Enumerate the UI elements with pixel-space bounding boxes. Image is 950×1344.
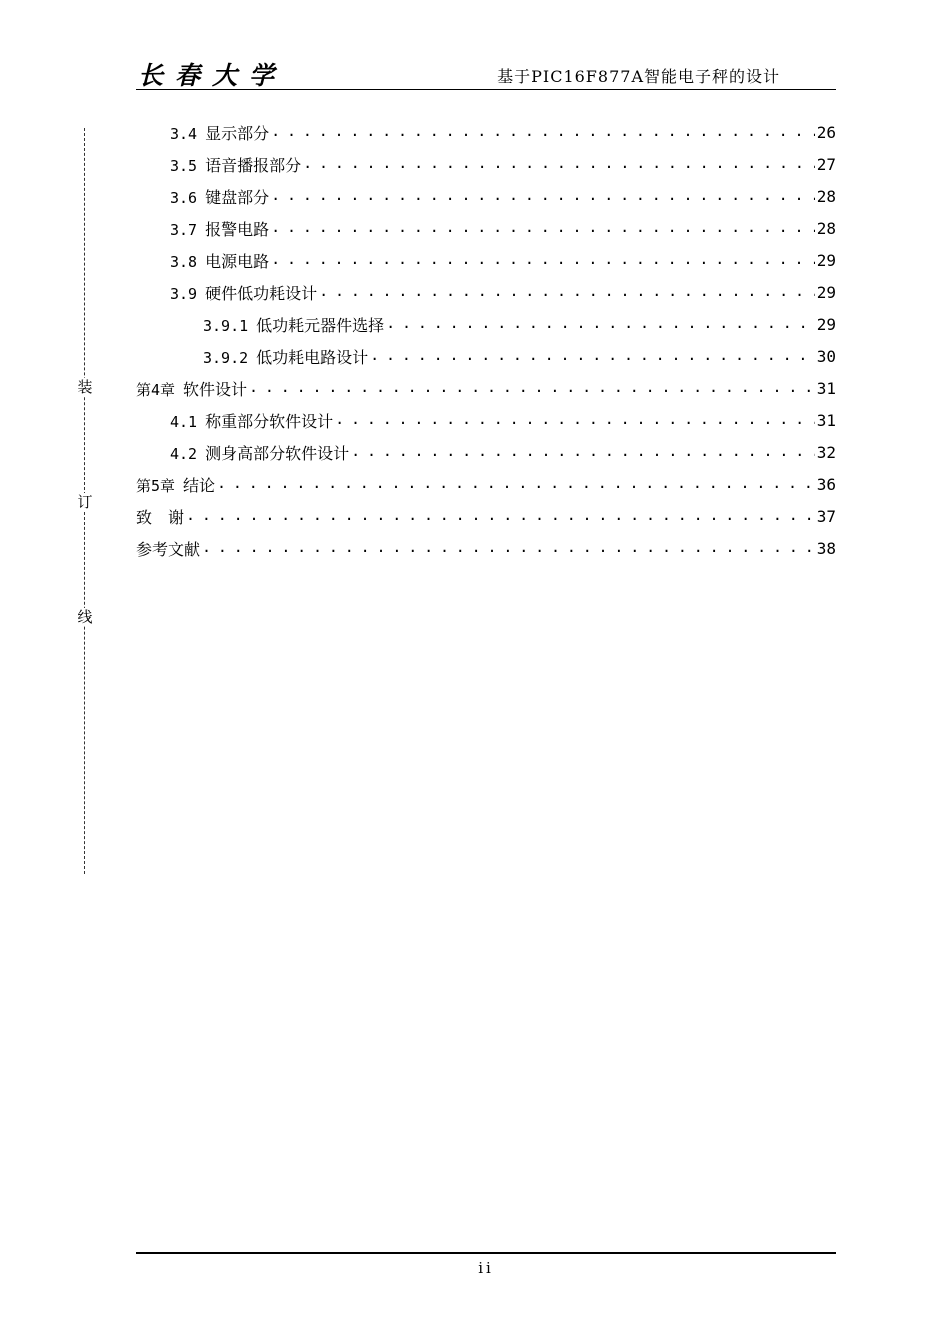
toc-entry-label [170,153,301,176]
toc-entry-number: 3.9.1 [203,316,249,335]
toc-entry-number: 3.8 [170,252,198,271]
page-header [136,56,836,90]
toc-entry-label [170,185,269,208]
toc-entry-label [170,409,333,432]
toc-entry[interactable] [136,308,836,340]
toc-entry-label [170,249,269,272]
toc-entry-page: 28 [816,186,836,206]
toc-entry-title: 硬件低功耗设计 [205,283,318,303]
toc-entry-page: 27 [816,154,836,174]
toc-entry[interactable] [136,276,836,308]
toc-entry-number: 3.7 [170,220,198,239]
toc-dot-leader [319,282,815,302]
toc-dot-leader [386,314,815,334]
toc-entry[interactable] [136,180,836,212]
toc-entry-label [170,121,269,144]
footer-rule [136,1252,836,1254]
toc-entry-title: 电源电路 [205,251,270,271]
toc-entry[interactable] [136,148,836,180]
toc-entry-title: 键盘部分 [205,187,270,207]
table-of-contents [136,116,836,564]
toc-entry-page: 38 [816,538,836,558]
toc-entry-page: 29 [816,314,836,334]
toc-entry[interactable] [136,532,836,564]
toc-dot-leader [271,250,815,270]
toc-entry-page: 37 [816,506,836,526]
toc-entry-number: 第4章 [136,380,176,399]
toc-entry[interactable] [136,244,836,276]
document-title: 基于PIC16F877A智能电子秤的设计 [497,67,780,86]
binding-mark-zhuang: 装 [77,378,93,396]
toc-entry-title: 参考文献 [136,539,201,559]
toc-dot-leader [351,442,815,462]
toc-entry-label [170,441,349,464]
toc-dot-leader [186,506,815,526]
page-number: ii [478,1259,494,1277]
toc-entry-title: 致 谢 [136,507,185,527]
toc-dot-leader [271,186,815,206]
toc-entry-title: 称重部分软件设计 [205,411,334,431]
toc-entry-title: 结论 [183,475,216,495]
toc-entry-label [170,281,317,304]
toc-entry-label [170,217,269,240]
toc-entry-title: 软件设计 [183,379,248,399]
toc-dot-leader [217,474,815,494]
toc-entry-page: 28 [816,218,836,238]
toc-entry-number: 第5章 [136,476,176,495]
toc-entry-label [203,345,368,368]
toc-entry-page: 29 [816,250,836,270]
toc-entry-page: 31 [816,410,836,430]
header-rule [136,89,836,90]
toc-entry-label [136,505,184,528]
toc-entry-number: 3.5 [170,156,198,175]
toc-entry-title: 报警电路 [205,219,270,239]
toc-entry-page: 31 [816,378,836,398]
toc-entry-title: 显示部分 [205,123,270,143]
toc-entry-label [136,537,200,560]
toc-entry-title: 语音播报部分 [205,155,302,175]
toc-dot-leader [249,378,815,398]
toc-dot-leader [271,122,815,142]
toc-entry[interactable] [136,468,836,500]
toc-dot-leader [335,410,815,430]
toc-entry-page: 36 [816,474,836,494]
toc-entry-number: 3.6 [170,188,198,207]
toc-entry-number: 3.9.2 [203,348,249,367]
toc-entry[interactable] [136,500,836,532]
binding-mark-xian: 线 [77,608,93,626]
toc-entry-title: 低功耗元器件选择 [256,315,385,335]
toc-dot-leader [370,346,815,366]
binding-mark-ding: 订 [77,493,93,511]
toc-entry[interactable] [136,404,836,436]
toc-entry[interactable] [136,212,836,244]
toc-entry-title: 低功耗电路设计 [256,347,369,367]
toc-entry-number: 4.1 [170,412,198,431]
toc-entry-title: 测身高部分软件设计 [205,443,350,463]
toc-entry-page: 26 [816,122,836,142]
toc-entry[interactable] [136,436,836,468]
toc-entry-number: 3.4 [170,124,198,143]
toc-entry-number: 4.2 [170,444,198,463]
toc-dot-leader [271,218,815,238]
toc-entry-page: 30 [816,346,836,366]
toc-entry-page: 32 [816,442,836,462]
toc-dot-leader [303,154,815,174]
toc-dot-leader [202,538,815,558]
toc-entry-page: 29 [816,282,836,302]
toc-entry-label [203,313,384,336]
school-name: 长春大学 [138,61,287,90]
toc-entry[interactable] [136,116,836,148]
toc-entry[interactable] [136,372,836,404]
toc-entry-number: 3.9 [170,284,198,303]
toc-entry-label [136,473,215,496]
toc-entry-label [136,377,247,400]
toc-entry[interactable] [136,340,836,372]
